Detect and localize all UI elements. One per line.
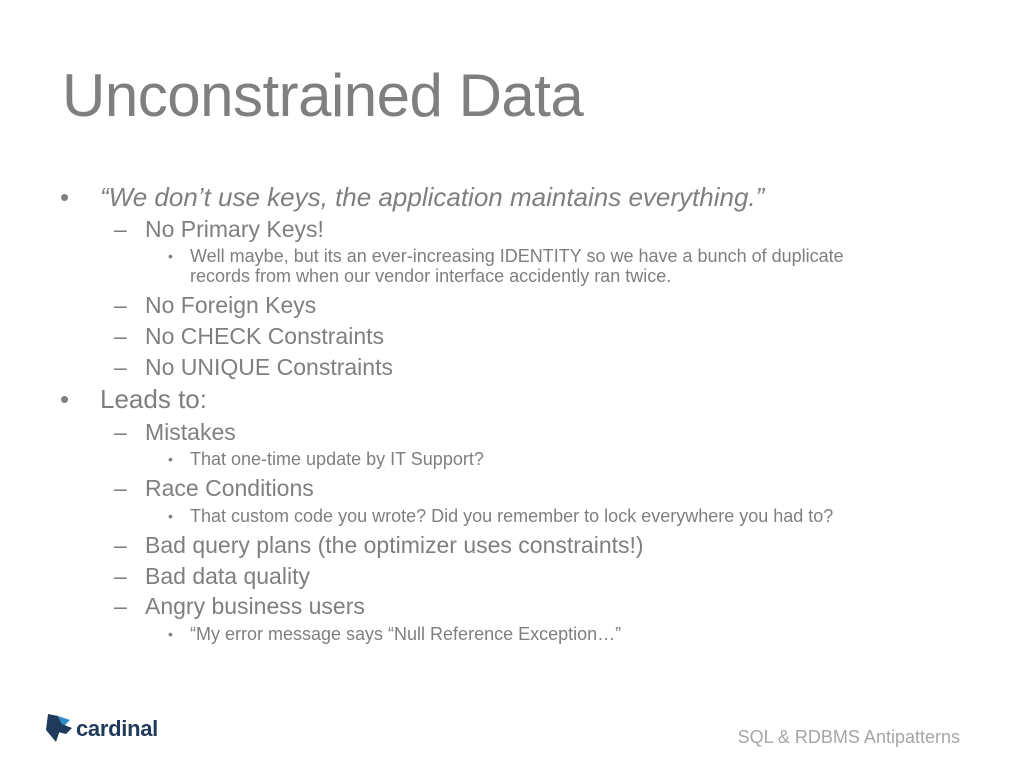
bullet-marker: •	[60, 384, 70, 414]
bullet-item-level1	[60, 384, 207, 414]
bullet-item-level2	[114, 215, 324, 243]
bullet-text: “We don’t use keys, the application maintains everything.”	[100, 182, 765, 212]
bullet-item-level3	[168, 449, 484, 469]
bullet-item-level1	[60, 182, 765, 212]
dash-marker: –	[114, 292, 127, 318]
bullet-text: Leads to:	[100, 384, 207, 414]
slide-title: Unconstrained Data	[62, 62, 584, 129]
bullet-text: That custom code you wrote? Did you remember to lock everywhere you had to?	[190, 506, 834, 526]
bullet-item-level2	[114, 291, 317, 319]
bullet-marker: •	[168, 248, 173, 264]
bullet-marker: •	[168, 451, 173, 467]
dash-marker: –	[114, 323, 127, 349]
bullet-item-level2	[114, 562, 310, 590]
bullet-text: No Primary Keys!	[145, 216, 324, 242]
bullet-text: No CHECK Constraints	[145, 323, 385, 349]
bullet-text: No UNIQUE Constraints	[145, 354, 393, 380]
bullet-text: Bad query plans (the optimizer uses constraints!)	[145, 532, 644, 558]
dash-marker: –	[114, 216, 127, 242]
cardinal-logo	[44, 712, 158, 746]
bullet-text: Bad data quality	[145, 563, 310, 589]
dash-marker: –	[114, 532, 127, 558]
dash-marker: –	[114, 475, 127, 501]
dash-marker: –	[114, 419, 127, 445]
bullet-item-level2	[114, 474, 314, 502]
bullet-text: Angry business users	[145, 593, 365, 619]
bullet-item-level2	[114, 322, 385, 350]
bullet-item-level3	[168, 246, 880, 286]
bullet-text: “My error message says “Null Reference Exception…”	[190, 624, 622, 644]
bullet-marker: •	[60, 182, 70, 212]
bullet-text: No Foreign Keys	[145, 292, 317, 318]
dash-marker: –	[114, 563, 127, 589]
bullet-item-level2	[114, 531, 644, 559]
bullet-marker: •	[168, 508, 173, 524]
bullet-item-level2	[114, 418, 236, 446]
bullet-text: Mistakes	[145, 419, 236, 445]
bullet-text: Race Conditions	[145, 475, 314, 501]
bullet-item-level2	[114, 592, 365, 620]
cardinal-bird-icon	[44, 712, 74, 746]
bullet-text: Well maybe, but its an ever-increasing IDENTITY so we have a bunch of duplicate records from when our vendor interface accidently ran twice.	[190, 246, 844, 286]
bullet-item-level2	[114, 353, 393, 381]
logo-text: cardinal	[76, 716, 158, 741]
dash-marker: –	[114, 354, 127, 380]
bullet-item-level3	[168, 506, 834, 526]
bullet-item-level3	[168, 624, 622, 644]
footer-text: SQL & RDBMS Antipatterns	[737, 727, 960, 747]
bullet-text: That one-time update by IT Support?	[190, 449, 484, 469]
bullet-marker: •	[168, 626, 173, 642]
dash-marker: –	[114, 593, 127, 619]
